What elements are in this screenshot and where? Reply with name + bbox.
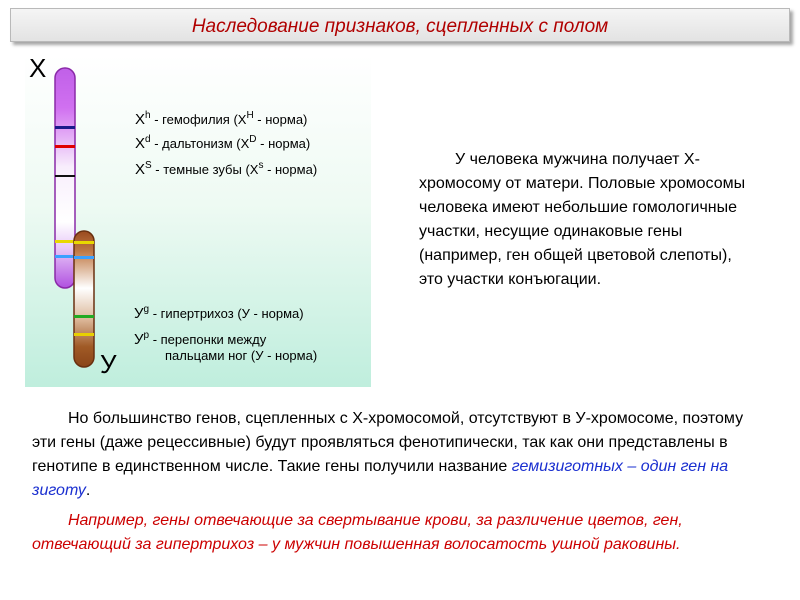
x-gene-dark-teeth: $X^S$ - темные зубы ($X^s$ - норма) xyxy=(135,160,318,178)
title-bar xyxy=(10,8,790,42)
example-paragraph: Например, гены отвечающие за свертывание крови, за различение цветов, ген, отвечающий за гипертрихоз – у мужчин повышенная волосатость ушной раковины. xyxy=(32,512,683,553)
y-band-webbed-toes xyxy=(74,333,94,336)
chromosome-diagram xyxy=(25,55,371,387)
x-gene-hemophilia: $X^h$ - гемофилия ($X^H$ - норма) xyxy=(135,110,308,128)
y-gene-webbed-toes: $У^p$ - перепонки между xyxy=(134,330,267,348)
y-band-shared-yellow xyxy=(74,241,94,244)
y-band-shared-blue xyxy=(74,256,94,259)
x-gene-colorblindness: $X^d$ - дальтонизм ($X^D$ - норма) xyxy=(135,134,311,152)
slide-title: Наследование признаков, сцепленных с полом xyxy=(191,16,609,37)
y-gene-hypertrichosis: $У^g$ - гипертрихоз (У - норма) xyxy=(134,304,304,322)
y-band-hypertrichosis xyxy=(74,315,94,318)
x-band-dark-teeth xyxy=(55,175,75,177)
x-chromosome-label: Х xyxy=(29,53,47,83)
y-chromosome-label: У xyxy=(100,349,117,379)
y-chromosome xyxy=(72,230,96,368)
hemizygous-term: гемизиготных – один ген на зиготу xyxy=(32,458,729,499)
x-band-hemophilia xyxy=(55,126,75,129)
x-band-colorblind xyxy=(55,145,75,148)
side-paragraph: У человека мужчина получает Х-хромосому от матери. Половые хромосомы человека имеют небольшие гомологичные участки, несущие одинаковые гены (например, ген общей цветовой слепоты), это участки конъюгации. xyxy=(419,151,746,288)
main-paragraph: Но большинство генов, сцепленных с Х-хромосомой, отсутствуют в У-хромосоме, поэтому эти гены (даже рецессивные) будут проявляться фенотипически, так как они представлены в генотипе в единственном числе. Такие гены получили название гемизиготных – один ген на зиготу. xyxy=(32,410,744,499)
y-gene-webbed-toes-line2: пальцами ног (У - норма) xyxy=(165,348,318,363)
